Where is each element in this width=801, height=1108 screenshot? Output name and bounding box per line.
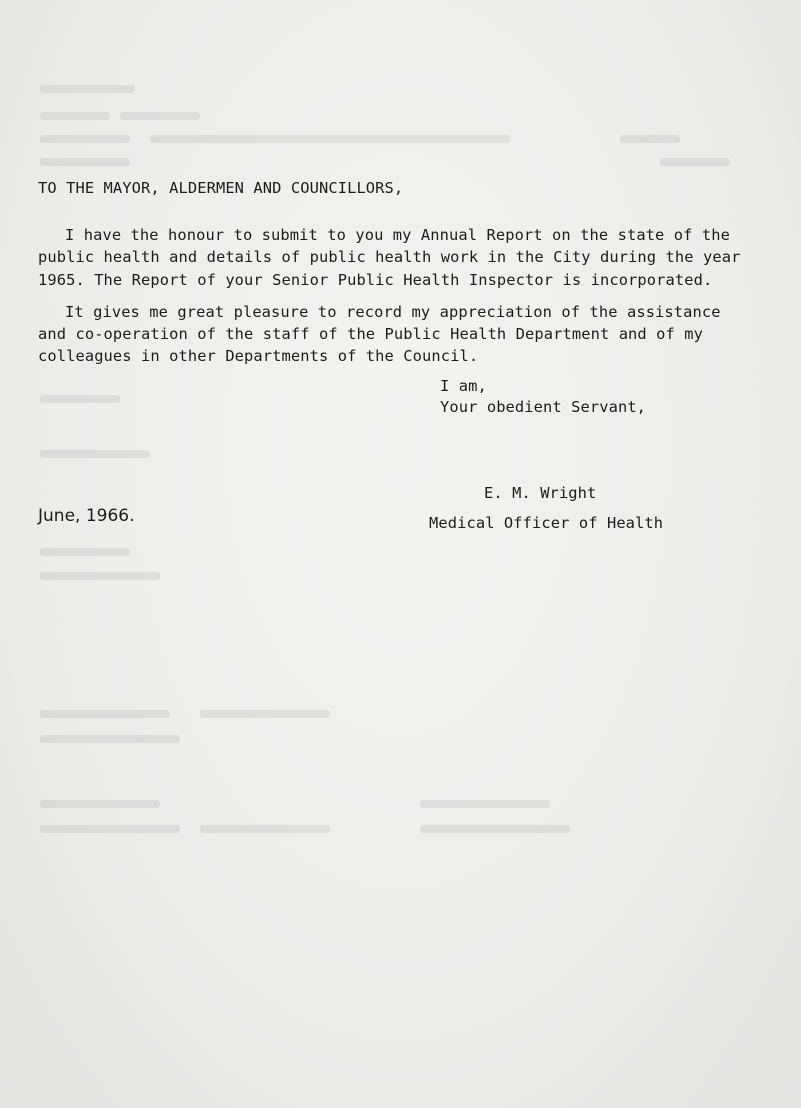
salutation: TO THE MAYOR, ALDERMEN AND COUNCILLORS, — [38, 179, 404, 197]
letter-date: June, 1966. — [38, 506, 135, 526]
paragraph-1-line-2: public health and details of public health work in the City during the year — [38, 248, 741, 266]
paragraph-2-line-1: It gives me great pleasure to record my appreciation of the assistance — [65, 303, 721, 321]
signer-name: E. M. Wright — [484, 484, 597, 502]
paragraph-1-line-1: I have the honour to submit to you my Annual Report on the state of the — [65, 226, 730, 244]
paragraph-1-line-3: 1965. The Report of your Senior Public Health Inspector is incorporated. — [38, 271, 713, 289]
closing-line-2: Your obedient Servant, — [440, 398, 647, 416]
paragraph-2-line-3: colleagues in other Departments of the Council. — [38, 347, 479, 365]
paragraph-2-line-2: and co-operation of the staff of the Public Health Department and of my — [38, 325, 703, 343]
closing-line-1: I am, — [440, 377, 487, 395]
signer-title: Medical Officer of Health — [429, 514, 664, 532]
